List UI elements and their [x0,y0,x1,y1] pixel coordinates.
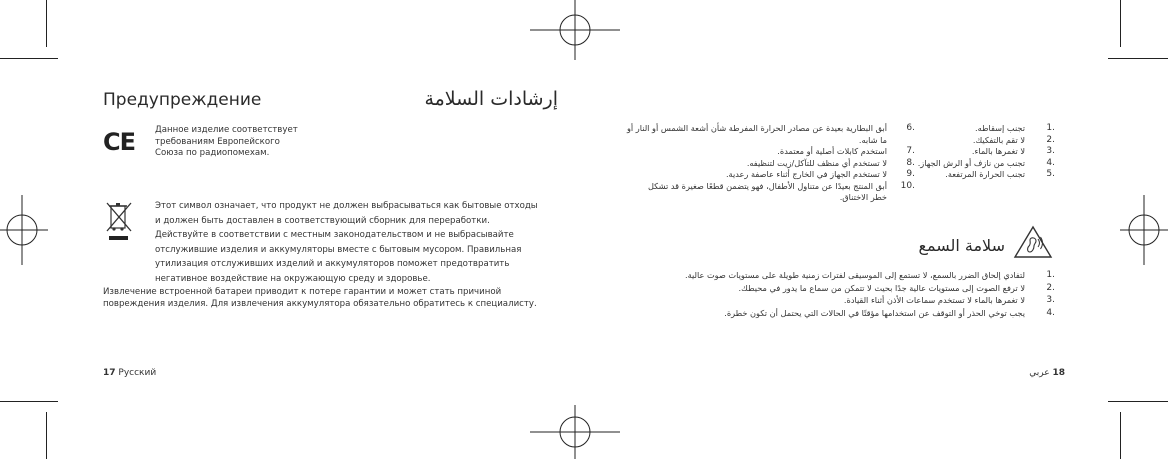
list-item: 7. استخدم كابلات أصلية أو معتمدة. [777,146,915,156]
list-item: 4. يجب توخي الحذر أو التوقف عن استخدامها مؤقتًا في الحالات التي يحتمل أن تكون خطرة. [724,307,1055,318]
list-item: 9. لا تستخدم الجهاز في الخارج أثناء عاصفة رعدية. [725,169,915,179]
crop-mark [46,412,47,459]
safety-list-b [615,123,915,204]
list-item: 3. لا تغمرها بالماء لا تستخدم سماعات الأذن أثناء القيادة. [843,295,1055,305]
list-item: 3. لا تغمرها بالماء. [971,146,1055,156]
page-number: 18 [1052,368,1065,378]
registration-mark-top [530,0,620,60]
list-item: 2. لا ترفع الصوت إلى مستويات عالية جدًا بحيث لا تتمكن من سماع ما يدور في محيطك. [738,282,1055,293]
ce-mark-icon: CE [103,128,136,156]
hearing-safety-title: سلامة السمع [918,236,1005,255]
list-item: ما شابه. [858,134,887,145]
page-number: 17 [103,368,116,378]
weee-text: Этот символ означает, что продукт не должен выбрасываться как бытовые отходы и должен быть доставлен в соответствующий сборник для переработки. Действуйте в соответствии с местным законодательством и не выбрасывайте отслужившие изделия и аккумуляторы вместе с бытовым мусором. Правильная утилизация отслуживших изделий и аккумуляторов поможет предотвратить негативное воздействие на окружающую среду и здоровье. [155,201,538,284]
registration-mark-bottom [530,405,620,459]
list-item: 5. تجنب الحرارة المرتفعة. [945,169,1055,179]
ce-text: Данное изделие соответствует требованиям Европейского Союза по радиопомехам. [155,125,298,158]
footer-right [1029,368,1065,378]
footer-language: عربي [1029,368,1050,378]
hearing-list [495,270,1055,320]
crop-mark [1120,412,1121,459]
crop-mark [46,0,47,47]
registration-mark-left [0,195,48,265]
list-item: 8. لا تستخدم أي منظف للتآكل/زيت لتنظيفه. [746,157,915,168]
registration-mark-right [1120,195,1168,265]
list-item: 6. أبق البطارية بعيدة عن مصادر الحرارة المفرطة شأن أشعة الشمس أو النار أو [626,123,915,133]
crossed-bin-icon [104,200,134,244]
list-item: 10. أبق المنتج بعيدًا عن متناول الأطفال، فهو يتضمن قطعًا صغيرة قد تشكل [647,180,915,191]
battery-text: Извлечение встроенной батареи приводит к потере гарантии и может стать причиной повреждения изделия. Для извлечения аккумулятора обязательно обратитесь к специалисту. [103,287,537,309]
page-title-ar: إرشادات السلامة [424,88,558,110]
hearing-warning-icon [1013,225,1053,259]
crop-mark [1108,401,1168,402]
crop-mark [0,58,58,59]
list-item: 1. تجنب إسقاطه. [975,123,1055,133]
crop-mark [1108,58,1168,59]
footer-left [103,368,156,378]
list-item: 1. لتفادي إلحاق الضرر بالسمع، لا تستمع إلى الموسيقى لفترات زمنية طويلة على مستويات صوت عالية. [685,270,1055,280]
list-item: 2. لا تقم بالتفكيك. [972,134,1055,145]
list-item: خطر الاختناق. [839,192,887,202]
list-item: 4. تجنب من نازف أو الرش الجهاز. [917,157,1055,168]
crop-mark [1120,0,1121,47]
page-title-ru: Предупреждение [103,90,262,110]
footer-language: Русский [118,368,157,378]
crop-mark [0,401,58,402]
